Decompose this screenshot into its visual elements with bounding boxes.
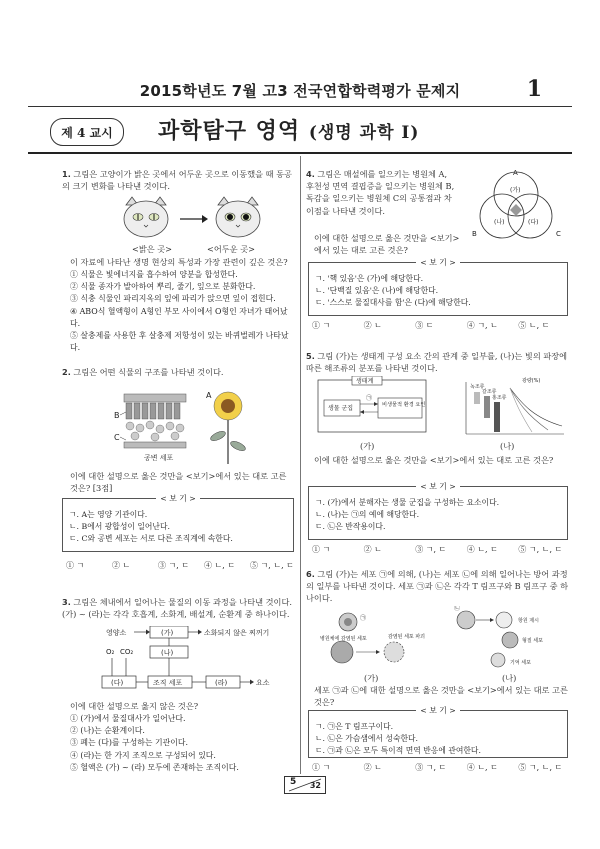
label-light: 광량(%) — [522, 378, 541, 384]
bogi-item: ㄴ. '단백질 있음'은 (나)에 해당한다. — [315, 286, 439, 295]
question-3-prompt: 이에 대한 설명으로 옳지 않은 것은? — [70, 701, 199, 711]
page-current: 5 — [290, 777, 297, 787]
page-counter — [284, 776, 326, 794]
question-6-stem — [306, 568, 572, 605]
label-red-algae: 홍조류 — [492, 395, 507, 401]
subject-main: 과학탐구 영역 — [158, 118, 301, 144]
label-antigen: 항원 제시 — [518, 618, 539, 624]
label-ga: (가) — [161, 629, 174, 637]
choice-item[interactable]: ⑤ 혈액은 (가) ~ (라) 모두에 존재하는 조직이다. — [70, 762, 239, 772]
question-3-choices — [70, 713, 296, 774]
bogi-item: ㄷ. C와 공변 세포는 서로 다른 조직계에 속한다. — [69, 534, 233, 543]
venn-label-B: B — [472, 230, 477, 238]
question-2-prompt: 이에 대한 설명으로 옳은 것만을 <보기>에서 있는 대로 고른 것은? [3점] — [70, 471, 287, 494]
question-5-text: 그림 (가)는 생태계 구성 요소 간의 관계 중 일부를, (나)는 빛의 파장에 따른 해조류의 분포를 나타낸 것이다. — [306, 351, 568, 374]
question-4-answers — [312, 320, 570, 331]
label-B: B — [114, 411, 120, 420]
bogi-item: ㄱ. A는 영양 기관이다. — [69, 510, 148, 519]
question-1-text: 그림은 고양이가 밝은 곳에서 어두운 곳으로 이동했을 때 동공의 크기 변화를 나타낸 것이다. — [62, 169, 292, 192]
answer-option[interactable]: ② ㄴ — [363, 321, 382, 330]
sunflower-image — [209, 392, 246, 464]
label-co2: CO₂ — [120, 648, 134, 656]
label-urea: 요소 — [256, 679, 270, 687]
venn-label-C: C — [556, 230, 561, 238]
caption-q5-b: (나) — [500, 441, 515, 451]
question-1-cat-figure — [118, 195, 268, 243]
choice-item[interactable]: ④ ABO식 혈액형이 A형인 부모 사이에서 O형인 자녀가 태어났다. — [70, 306, 288, 328]
answer-option[interactable]: ④ ㄴ, ㄷ — [466, 763, 498, 772]
question-5-answers — [312, 544, 570, 555]
label-nutrient: 영양소 — [106, 629, 127, 637]
bogi-title: < 보 기 > — [416, 482, 460, 491]
bogi-item: ㄴ. (나)는 ㉠의 예에 해당한다. — [315, 510, 420, 519]
answer-option[interactable]: ② ㄴ — [363, 545, 382, 554]
question-5-number: 5. — [306, 351, 315, 361]
label-da: (다) — [111, 679, 124, 687]
subject-title — [158, 114, 419, 145]
cat-bright-image — [124, 197, 168, 237]
question-5-ecosystem-diagram — [312, 376, 432, 438]
bogi-item: ㄱ. ㉠은 T 림프구이다. — [315, 722, 394, 731]
answer-option[interactable]: ③ ㄱ, ㄷ — [158, 561, 190, 570]
caption-q5-a: (가) — [360, 441, 375, 451]
answer-option[interactable]: ② ㄴ — [363, 763, 382, 772]
label-brown-algae: 갈조류 — [482, 389, 497, 395]
bogi-item: ㄴ. B에서 광합성이 일어난다. — [69, 522, 170, 531]
question-3-text: 그림은 체내에서 일어나는 물질의 이동 과정을 나타낸 것이다. (가) ~ (라)는 각각 호흡계, 소화계, 배설계, 순환계 중 하나이다. — [62, 597, 292, 620]
label-o2: O₂ — [106, 648, 115, 656]
choice-item[interactable]: ① (가)에서 물질대사가 일어난다. — [70, 714, 186, 723]
label-abiotic: 비생물적 환경 요인 — [382, 402, 426, 408]
question-1-choices — [70, 269, 296, 354]
question-2-answers — [66, 560, 296, 571]
choice-item[interactable]: ② (나)는 순환계이다. — [70, 726, 145, 736]
question-1-prompt: 이 자료에 나타난 생명 현상의 특성과 가장 관련이 깊은 것은? — [70, 257, 288, 267]
label-guard-cell: 공변 세포 — [144, 454, 174, 462]
answer-option[interactable]: ④ ㄴ, ㄷ — [466, 545, 498, 554]
answer-option[interactable]: ④ ㄱ, ㄴ — [466, 321, 498, 330]
label-community: 생물 군집 — [328, 405, 354, 412]
label-ecosystem: 생태계 — [356, 378, 374, 385]
question-3-flow-diagram — [98, 626, 278, 702]
question-2-number: 2. — [62, 367, 71, 377]
answer-option[interactable]: ③ ㄷ — [415, 321, 434, 330]
question-1-stem — [62, 168, 294, 192]
label-cell-a: ㉠ — [360, 615, 367, 622]
label-dark: <어두운 곳> — [207, 244, 255, 254]
question-6-bogi-box — [308, 706, 568, 758]
subject-divider — [28, 152, 572, 154]
question-6-figure-a — [318, 608, 438, 674]
label-cell-b: ㉡ — [454, 606, 461, 612]
answer-option[interactable]: ① ㄱ — [312, 321, 331, 330]
label-infected-cell: 병원체에 감염된 세포 — [320, 636, 367, 642]
question-5-stem — [306, 350, 572, 374]
question-5-algae-chart — [452, 374, 570, 440]
question-2-plant-figure — [110, 384, 260, 466]
question-6-figure-b — [448, 606, 570, 672]
bogi-item: ㄴ. ㉡은 가슴샘에서 성숙한다. — [315, 734, 419, 743]
choice-item[interactable]: ② 식물 종자가 발아하여 뿌리, 줄기, 잎으로 분화한다. — [70, 282, 256, 292]
column-separator — [300, 156, 301, 774]
bogi-item: ㄱ. '핵 있음'은 (가)에 해당한다. — [315, 274, 424, 283]
answer-option[interactable]: ④ ㄴ, ㄷ — [204, 561, 236, 570]
label-undigested: 소화되지 않은 찌꺼기 — [204, 629, 270, 637]
question-4-text: 그림은 매설에를 일으키는 병원체 A, 후천성 면역 결핍증을 일으키는 병원체 B, 독감을 일으키는 병원체 C의 공통점과 차이점을 나타낸 것이다. — [306, 169, 455, 216]
label-bright: <밝은 곳> — [131, 244, 173, 254]
question-2-text: 그림은 어떤 식물의 구조를 나타낸 것이다. — [73, 367, 224, 377]
answer-option[interactable]: ⑤ ㄱ, ㄴ, ㄷ — [518, 545, 563, 554]
caption-q6-a: (가) — [364, 673, 379, 683]
arrow-icon — [180, 215, 208, 223]
label-green-algae: 녹조류 — [470, 384, 485, 390]
bogi-title: < 보 기 > — [156, 494, 200, 503]
question-6-text: 그림 (가)는 세포 ㉠에 의해, (나)는 세포 ㉡에 의해 일어나는 방어 과정의 일부를 나타낸 것이다. 세포 ㉠과 ㉡은 각각 T 림프구와 B 림프구 중 하나이다. — [306, 569, 569, 604]
choice-item[interactable]: ④ (라)는 한 가지 조직으로 구성되어 있다. — [70, 750, 216, 760]
answer-option[interactable]: ① ㄱ — [312, 545, 331, 554]
label-na: (나) — [161, 649, 174, 657]
question-5-bogi-box — [308, 482, 568, 540]
period-badge: 제 4 교시 — [50, 118, 124, 146]
label-destroyed: 감염된 세포 파괴 — [388, 634, 425, 640]
question-4-venn-diagram — [466, 166, 568, 244]
choice-item[interactable]: ③ 식충 식물인 파리지옥의 잎에 파리가 앉으면 잎이 접힌다. — [70, 294, 276, 304]
answer-option[interactable]: ① ㄱ — [66, 561, 85, 570]
answer-option[interactable]: ⑤ ㄴ, ㄷ — [518, 321, 550, 330]
bogi-item: ㄷ. ㉠과 ㉡은 모두 특이적 면역 반응에 관여한다. — [315, 746, 481, 755]
question-4-number: 4. — [306, 169, 315, 179]
bogi-title: < 보 기 > — [416, 258, 460, 267]
question-4-prompt: 이에 대한 설명으로 옳은 것만을 <보기>에서 있는 대로 고른 것은? — [314, 233, 460, 256]
question-3-number: 3. — [62, 597, 71, 607]
answer-option[interactable]: ① ㄱ — [312, 763, 331, 772]
label-plasma-cell: 형질 세포 — [522, 638, 543, 644]
choice-item[interactable]: ③ 폐는 (다)를 구성하는 기관이다. — [70, 738, 189, 748]
venn-label-A: A — [513, 169, 518, 177]
question-3-stem — [62, 596, 296, 620]
venn-label-na: (나) — [494, 219, 505, 226]
choice-item[interactable]: ① 식물은 빛에너지를 흡수하여 양분을 합성한다. — [70, 270, 238, 279]
exam-title: 2015학년도 7월 고3 전국연합학력평가 문제지 — [139, 82, 461, 100]
question-2-bogi-box — [62, 494, 294, 552]
header-divider — [28, 106, 572, 107]
question-2-stem — [62, 366, 294, 378]
label-ra: (라) — [215, 679, 228, 687]
bogi-item: ㄱ. (가)에서 분해자는 생물 군집을 구성하는 요소이다. — [315, 498, 500, 507]
bogi-item: ㄷ. '스스로 물질대사를 함'은 (다)에 해당한다. — [315, 298, 471, 307]
label-circle-a: ㉠ — [366, 395, 373, 402]
question-6-answers — [312, 762, 570, 773]
answer-option[interactable]: ⑤ ㄱ, ㄴ, ㄷ — [250, 561, 294, 570]
cat-dark-image — [216, 197, 260, 237]
choice-item[interactable]: ⑤ 살충제를 사용한 후 살충제 저항성이 있는 바퀴벌레가 나타났다. — [70, 331, 289, 353]
leaf-cross-section-image — [124, 394, 186, 448]
label-A: A — [206, 391, 212, 400]
venn-label-ga: (가) — [510, 187, 521, 194]
question-1-number: 1. — [62, 169, 71, 179]
answer-option[interactable]: ② ㄴ — [112, 561, 131, 570]
bogi-item: ㄷ. ㉡은 반작용이다. — [315, 522, 386, 531]
label-memory-cell: 기억 세포 — [510, 660, 531, 666]
label-C: C — [114, 433, 120, 442]
question-6-prompt: 세포 ㉠과 ㉡에 대한 설명으로 옳은 것만을 <보기>에서 있는 대로 고른 것은? — [314, 685, 568, 708]
question-6-number: 6. — [306, 569, 315, 579]
answer-option[interactable]: ③ ㄱ, ㄷ — [415, 545, 447, 554]
caption-q6-b: (나) — [502, 673, 517, 683]
bogi-title: < 보 기 > — [416, 706, 460, 715]
page-total: 32 — [309, 781, 321, 790]
question-4-stem — [306, 168, 456, 217]
subject-sub: (생명 과학 Ⅰ) — [308, 123, 420, 143]
answer-option[interactable]: ③ ㄱ, ㄷ — [415, 763, 447, 772]
question-4-bogi-box — [308, 258, 568, 316]
answer-option[interactable]: ⑤ ㄱ, ㄴ, ㄷ — [518, 763, 563, 772]
question-5-prompt: 이에 대한 설명으로 옳은 것만을 <보기>에서 있는 대로 고른 것은? — [314, 455, 554, 465]
page-number: 1 — [526, 76, 542, 102]
venn-label-da: (다) — [528, 219, 539, 226]
label-tissue-cell: 조직 세포 — [153, 679, 183, 687]
